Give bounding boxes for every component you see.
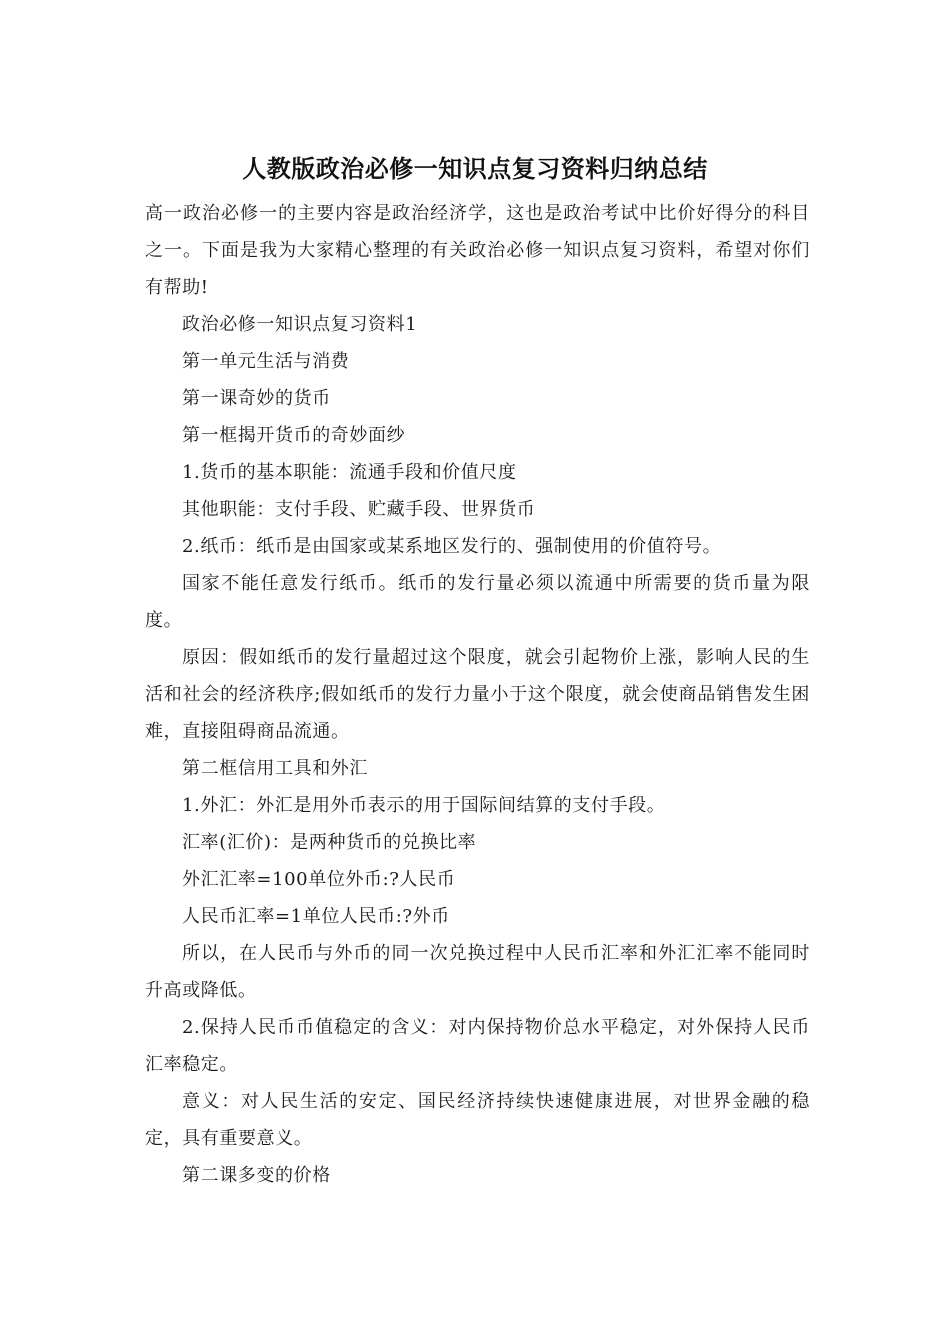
paragraph: 人民币汇率=1单位人民币:?外币 (182, 906, 450, 927)
paragraph: 第一课奇妙的货币 (182, 388, 331, 409)
paragraph: 第一框揭开货币的奇妙面纱 (182, 425, 406, 446)
document-body (145, 195, 810, 1194)
paragraph: 汇率(汇价)：是两种货币的兑换比率 (182, 832, 477, 853)
paragraph-intro: 高一政治必修一的主要内容是政治经济学，这也是政治考试中比价好得分的科目之一。下面是我为大家精心整理的有关政治必修一知识点复习资料，希望对你们有帮助! (145, 203, 810, 298)
document-title: 人教版政治必修一知识点复习资料归纳总结 (242, 155, 708, 183)
paragraph: 1.外汇：外汇是用外币表示的用于国际间结算的支付手段。 (182, 795, 666, 816)
paragraph: 外汇汇率=100单位外币:?人民币 (182, 869, 456, 890)
paragraph: 政治必修一知识点复习资料1 (182, 314, 418, 335)
paragraph: 第一单元生活与消费 (182, 351, 350, 372)
paragraph: 2.纸币：纸币是由国家或某系地区发行的、强制使用的价值符号。 (182, 536, 722, 557)
paragraph: 2.保持人民币币值稳定的含义：对内保持物价总水平稳定，对外保持人民币汇率稳定。 (145, 1017, 810, 1075)
paragraph: 意义：对人民生活的安定、国民经济持续快速健康进展，对世界金融的稳定，具有重要意义。 (145, 1091, 810, 1149)
paragraph: 第二课多变的价格 (182, 1165, 331, 1186)
paragraph: 其他职能：支付手段、贮藏手段、世界货币 (182, 499, 536, 520)
paragraph: 国家不能任意发行纸币。纸币的发行量必须以流通中所需要的货币量为限度。 (145, 573, 810, 631)
paragraph: 所以，在人民币与外币的同一次兑换过程中人民币汇率和外汇汇率不能同时升高或降低。 (145, 943, 810, 1001)
paragraph: 1.货币的基本职能：流通手段和价值尺度 (182, 462, 517, 483)
paragraph: 原因：假如纸币的发行量超过这个限度，就会引起物价上涨，影响人民的生活和社会的经济秩序;假如纸币的发行力量小于这个限度，就会使商品销售发生困难，直接阻碍商品流通。 (145, 647, 810, 742)
paragraph: 第二框信用工具和外汇 (182, 758, 368, 779)
